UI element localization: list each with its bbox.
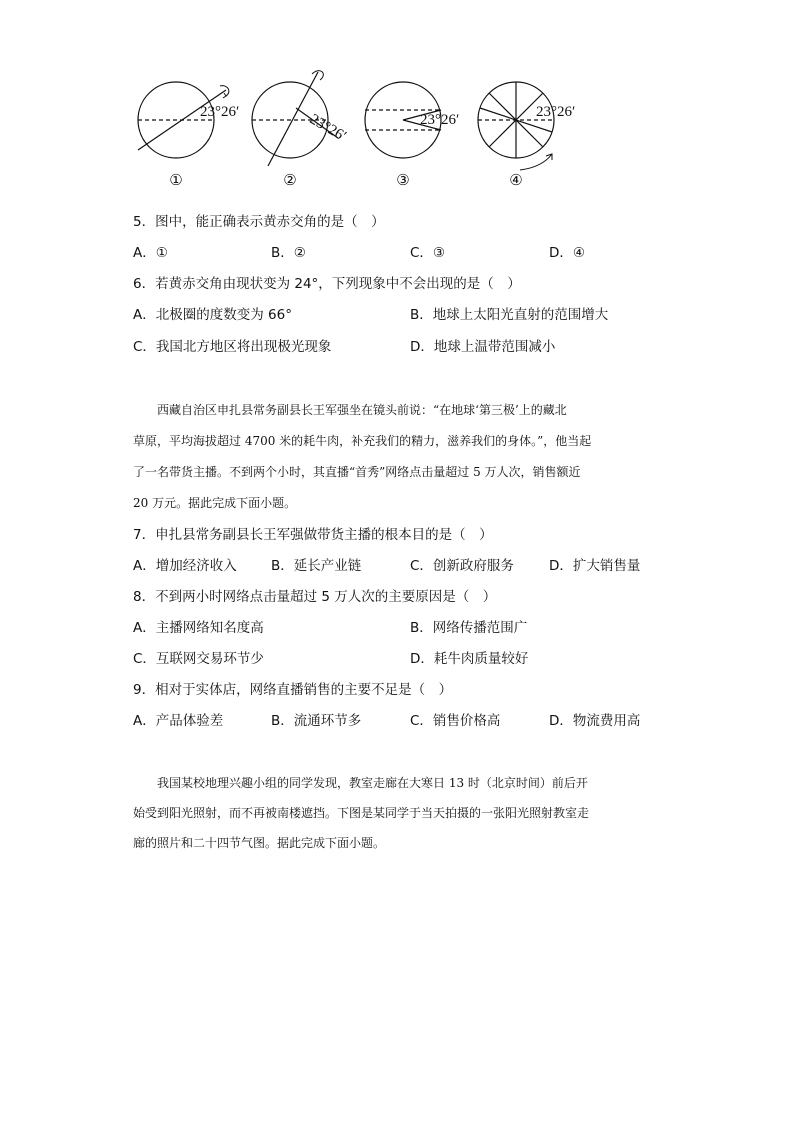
q8-option-c[interactable]: C．互联网交易环节少: [133, 651, 264, 667]
q5-option-b[interactable]: B．②: [271, 245, 306, 261]
q7-stem: 7．申扎县常务副县长王军强做带货主播的根本目的是（ ）: [133, 527, 493, 543]
q7-option-b[interactable]: B．延长产业链: [271, 558, 362, 574]
material1-line-4: 20 万元。据此完成下面小题。: [133, 496, 297, 510]
angle-label-4: 23°26′: [536, 104, 576, 120]
q5-option-a[interactable]: A．①: [133, 245, 168, 261]
q9-option-b[interactable]: B．流通环节多: [271, 713, 362, 729]
material1-line-3: 了一名带货主播。不到两个小时，其直播“首秀”网络点击量超过 5 万人次，销售额近: [133, 465, 581, 479]
q8-option-d[interactable]: D．耗牛肉质量较好: [410, 651, 529, 667]
caption-3: ③: [396, 171, 410, 189]
q6-option-c[interactable]: C．我国北方地区将出现极光现象: [133, 339, 332, 355]
q6-option-a[interactable]: A．北极圈的度数变为 66°: [133, 307, 292, 323]
material2-line-2: 始受到阳光照射，而不再被南楼遮挡。下图是某同学于当天拍摄的一张阳光照射教室走: [133, 806, 590, 820]
q7-option-d[interactable]: D．扩大销售量: [549, 558, 641, 574]
caption-2: ②: [283, 171, 297, 189]
q9-option-d[interactable]: D．物流费用高: [549, 713, 641, 729]
material2-line-1: 我国某校地理兴趣小组的同学发现，教室走廊在大寒日 13 时（北京时间）前后开: [157, 776, 588, 790]
q5-option-c[interactable]: C．③: [410, 245, 446, 261]
material2-line-3: 廊的照片和二十四节气图。据此完成下面小题。: [133, 836, 386, 850]
yellow-equator-angle-figure: [128, 68, 608, 196]
q7-option-c[interactable]: C．创新政府服务: [410, 558, 514, 574]
q5-option-d[interactable]: D．④: [549, 245, 585, 261]
q9-stem: 9．相对于实体店，网络直播销售的主要不足是（ ）: [133, 682, 453, 698]
q5-stem: 5．图中，能正确表示黄赤交角的是（ ）: [133, 214, 385, 230]
angle-label-3: 23°26′: [420, 112, 460, 128]
angle-label-2: 23°26′: [306, 111, 349, 145]
q6-stem: 6．若黄赤交角由现状变为 24°，下列现象中不会出现的是（ ）: [133, 276, 521, 292]
q9-option-a[interactable]: A．产品体验差: [133, 713, 224, 729]
q6-option-d[interactable]: D．地球上温带范围减小: [410, 339, 556, 355]
caption-4: ④: [509, 171, 523, 189]
caption-1: ①: [169, 171, 183, 189]
q6-option-b[interactable]: B．地球上太阳光直射的范围增大: [410, 307, 609, 323]
material1-line-2: 草原，平均海拔超过 4700 米的耗牛肉，补充我们的精力，滋养我们的身体。”，他当起: [133, 434, 592, 448]
q8-stem: 8．不到两小时网络点击量超过 5 万人次的主要原因是（ ）: [133, 589, 497, 605]
angle-label-1: 23°26′: [200, 104, 240, 120]
q8-option-b[interactable]: B．网络传播范围广: [410, 620, 528, 636]
circle-diagrams: [128, 68, 608, 196]
q8-option-a[interactable]: A．主播网络知名度高: [133, 620, 264, 636]
diagram-4: [478, 82, 554, 170]
q7-option-a[interactable]: A．增加经济收入: [133, 558, 237, 574]
material1-line-1: 西藏自治区申扎县常务副县长王军强坐在镜头前说：“在地球‘第三极’上的藏北: [157, 403, 567, 417]
q9-option-c[interactable]: C．销售价格高: [410, 713, 501, 729]
